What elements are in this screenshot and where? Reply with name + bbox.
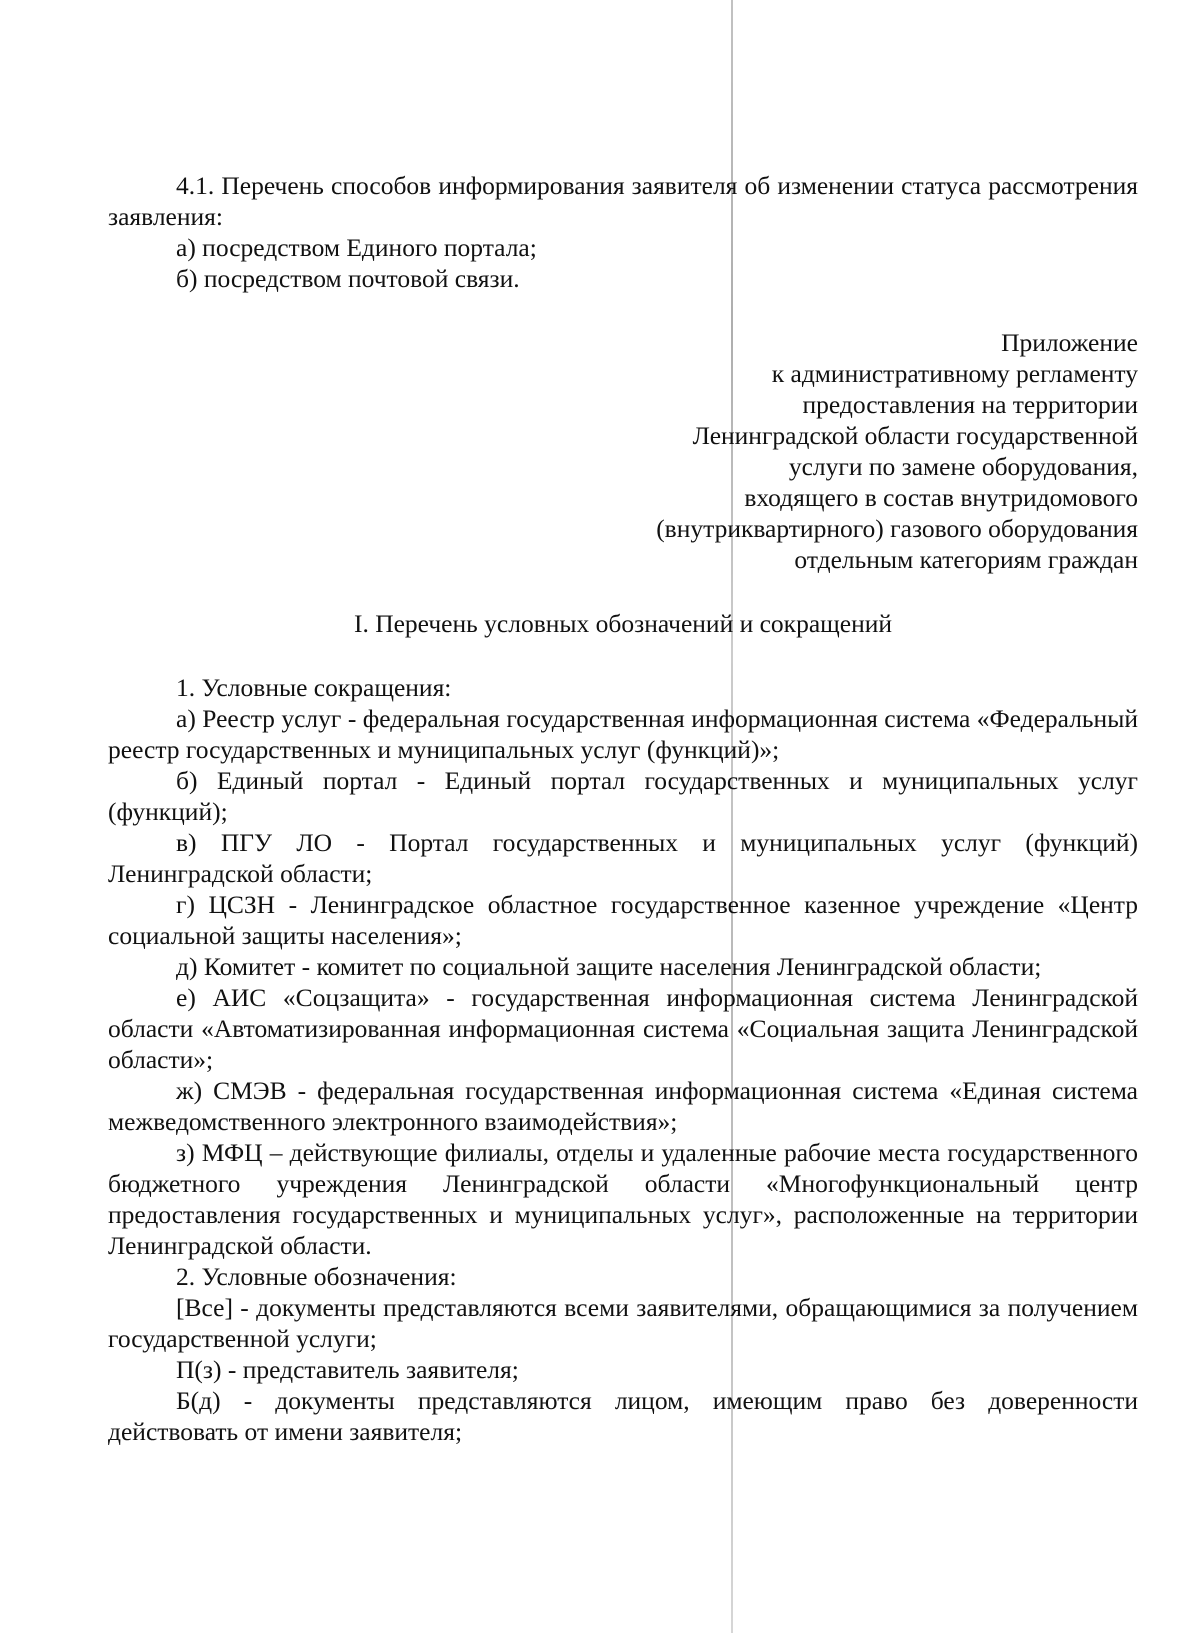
annex-line: отдельным категориям граждан [794,545,1138,574]
list-item: б) посредством почтовой связи. [176,264,520,293]
abbreviation-item: в) ПГУ ЛО - Портал государственных и муниципальных услуг (функций) Ленинградской области; [108,828,1138,888]
abbreviation-item: г) ЦСЗН - Ленинградское областное государственное казенное учреждение «Центр социальной защиты населения»; [108,890,1138,950]
list-item: а) посредством Единого портала; [176,233,537,262]
annex-line: к административному регламенту [771,359,1138,388]
section-I-body [108,672,1138,1447]
designation-item: [Все] - документы представляются всеми заявителями, обращающимися за получением государственной услуги; [108,1293,1138,1353]
annex-header [438,327,1138,575]
abbreviation-item: д) Комитет - комитет по социальной защите населения Ленинградской области; [176,952,1042,981]
section-4-1 [108,170,1138,294]
annex-line: Приложение [1001,328,1138,357]
subsection-title: 1. Условные сокращения: [176,673,452,702]
annex-line: услуги по замене оборудования, [788,452,1138,481]
designation-item: Б(д) - документы представляются лицом, имеющим право без доверенности действовать от имени заявителя; [108,1386,1138,1446]
abbreviation-item: з) МФЦ – действующие филиалы, отделы и удаленные рабочие места государственного бюджетного учреждения Ленинградской области «Многофункциональный центр предоставления государственных и муниципальных услуг», расположенные на территории Ленинградской области. [108,1138,1138,1260]
section-4-1-intro: 4.1. Перечень способов информирования заявителя об изменении статуса рассмотрения заявления: [108,171,1138,231]
designation-item: П(з) - представитель заявителя; [176,1355,519,1384]
annex-line: входящего в состав внутридомового [744,483,1138,512]
annex-line: Ленинградской области государственной [692,421,1138,450]
abbreviation-item: б) Единый портал - Единый портал государственных и муниципальных услуг (функций); [108,766,1138,826]
abbreviation-item: ж) СМЭВ - федеральная государственная информационная система «Единая система межведомственного электронного взаимодействия»; [108,1076,1138,1136]
annex-line: предоставления на территории [802,390,1138,419]
section-heading: I. Перечень условных обозначений и сокращений [353,609,893,638]
subsection-title: 2. Условные обозначения: [176,1262,457,1291]
abbreviation-item: а) Реестр услуг - федеральная государственная информационная система «Федеральный реестр государственных и муниципальных услуг (функций)»; [108,704,1138,764]
abbreviation-item: е) АИС «Соцзащита» - государственная информационная система Ленинградской области «Автоматизированная информационная система «Социальная защита Ленинградской области»; [108,983,1138,1074]
annex-line: (внутриквартирного) газового оборудования [656,514,1138,543]
